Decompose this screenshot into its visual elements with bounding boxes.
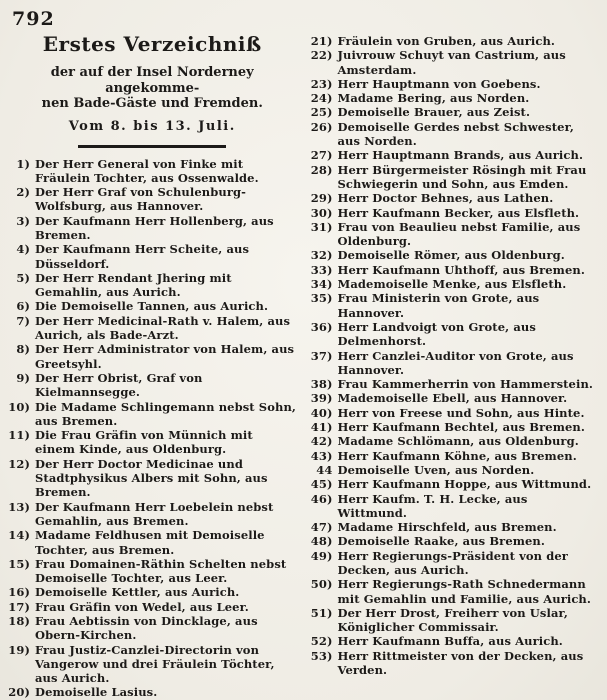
list-item — [311, 606, 600, 635]
list-item — [311, 291, 600, 320]
entry-text: Herr Canzlei-Auditor von Grote, aus Hannover. — [337, 348, 574, 377]
list-item — [8, 614, 297, 643]
entry-number: 21) — [310, 34, 333, 48]
entry-number: 4) — [16, 242, 30, 257]
list-item — [311, 391, 600, 405]
list-item — [311, 220, 600, 249]
entry-text: Herr Kaufmann Köhne, aus Bremen. — [337, 448, 577, 463]
entry-number: 29) — [310, 191, 333, 206]
entry-text: Herr Kaufmann Bechtel, aus Bremen. — [337, 420, 585, 435]
list-item — [8, 528, 297, 557]
entry-number: 14) — [8, 528, 30, 543]
list-item — [8, 242, 297, 271]
list-item — [8, 585, 297, 599]
entry-number: 22) — [310, 48, 333, 63]
list-item — [8, 185, 297, 214]
list-item — [311, 377, 600, 391]
list-item — [8, 400, 297, 429]
list-item — [311, 120, 600, 149]
right-column — [311, 6, 600, 696]
list-item — [311, 91, 600, 105]
list-item — [8, 428, 297, 457]
page-number: 792 — [12, 8, 55, 30]
list-item — [311, 449, 600, 463]
list-item — [311, 520, 600, 534]
list-item — [8, 314, 297, 343]
entry-number: 19) — [8, 642, 30, 657]
list-item — [8, 157, 297, 186]
entry-text: Madame Schlömann, aus Oldenburg. — [337, 434, 579, 449]
entry-text: Herr von Freese und Sohn, aus Hinte. — [337, 405, 585, 420]
entry-text: Herr Kaufmann Becker, aus Elsfleth. — [337, 205, 580, 220]
list-item — [311, 634, 600, 648]
entry-number: 2) — [16, 185, 30, 200]
list-item — [8, 342, 297, 371]
page-title: Erstes Verzeichniß — [42, 32, 262, 56]
entry-text: Mademoiselle Ebell, aus Hannover. — [337, 391, 568, 406]
entry-text: Herr Regierungs-Rath Schnedermann mit Gemahlin und Familie, aus Aurich. — [337, 577, 591, 606]
entry-text: Demoiselle Römer, aus Oldenburg. — [337, 248, 565, 263]
entry-text: Herr Hauptmann von Goebens. — [337, 76, 541, 91]
entry-text: Frau Aebtissin von Dincklage, aus Obern-Kirchen. — [35, 614, 258, 643]
list-item — [311, 248, 600, 262]
entry-number: 49) — [310, 548, 333, 563]
list-item — [311, 263, 600, 277]
entry-text: Herr Bürgermeister Rösingh mit Frau Schwiegerin und Sohn, aus Emden. — [337, 162, 587, 191]
entry-number: 35) — [310, 291, 333, 306]
entry-text: Herr Kaufm. T. H. Lecke, aus Wittmund. — [337, 491, 528, 520]
entry-text: Die Madame Schlingemann nebst Sohn, aus Bremen. — [35, 399, 297, 428]
entry-text: Der Herr Administrator von Halem, aus Greetsyhl. — [35, 342, 295, 371]
entry-text: Herr Regierungs-Präsident von der Decken, aus Aurich. — [337, 548, 568, 577]
entry-number: 34) — [310, 277, 333, 292]
entry-text: Herr Kaufmann Buffa, aus Aurich. — [337, 634, 563, 649]
entry-list-right — [311, 34, 600, 677]
entry-text: Madame Bering, aus Norden. — [337, 91, 530, 106]
entry-number: 24) — [310, 91, 333, 106]
list-item — [311, 206, 600, 220]
entry-text: Frau Ministerin von Grote, aus Hannover. — [337, 291, 540, 320]
entry-number: 7) — [16, 313, 30, 328]
entry-number: 12) — [8, 456, 30, 471]
entry-number: 45) — [310, 477, 333, 492]
list-item — [8, 214, 297, 243]
list-item — [311, 349, 600, 378]
list-item — [8, 685, 297, 699]
entry-number: 9) — [16, 370, 30, 385]
entry-text: Der Herr Graf von Schulenburg-Wolfsburg, aus Hannover. — [35, 185, 247, 214]
entry-text: Demoiselle Brauer, aus Zeist. — [337, 105, 531, 120]
entry-number: 37) — [310, 348, 333, 363]
list-item — [311, 77, 600, 91]
entry-text: Der Herr Drost, Freiherr von Uslar, Königlicher Commissair. — [337, 605, 568, 635]
entry-number: 27) — [310, 148, 333, 163]
entry-number: 26) — [310, 119, 333, 134]
entry-text: Herr Kaufmann Uhthoff, aus Bremen. — [337, 262, 585, 277]
entry-number: 42) — [310, 434, 333, 449]
horizontal-rule — [78, 145, 226, 148]
list-item — [311, 477, 600, 491]
entry-number: 30) — [310, 205, 333, 220]
entry-number: 39) — [310, 391, 333, 406]
entry-number: 23) — [310, 76, 333, 91]
list-item — [311, 534, 600, 548]
entry-number: 15) — [8, 556, 30, 571]
date-range: Vom 8. bis 13. Juli. — [68, 118, 236, 134]
entry-number: 11) — [8, 428, 30, 443]
entry-number: 44 — [316, 462, 333, 477]
entry-number: 43) — [310, 448, 333, 463]
entry-number: 50) — [310, 577, 333, 592]
entry-number: 48) — [310, 534, 333, 549]
entry-text: Der Herr Obrist, Graf von Kielmannsegge. — [35, 370, 203, 400]
entry-text: Juivrouw Schuyt van Castrium, aus Amsterdam. — [337, 48, 566, 77]
list-item — [311, 277, 600, 291]
list-item — [311, 549, 600, 578]
entry-number: 28) — [310, 162, 333, 177]
list-item — [8, 371, 297, 400]
list-item — [311, 34, 600, 48]
list-item — [8, 299, 297, 313]
subtitle-line1: der auf der Insel Norderney angekomme- — [50, 65, 254, 96]
left-column — [8, 6, 297, 700]
entry-text: Madame Hirschfeld, aus Bremen. — [337, 520, 557, 535]
entry-text: Die Demoiselle Tannen, aus Aurich. — [35, 299, 269, 314]
entry-number: 18) — [8, 614, 30, 628]
list-item — [311, 191, 600, 205]
document-header — [8, 32, 297, 148]
entry-text: Demoiselle Gerdes nebst Schwester, aus Norden. — [337, 119, 574, 149]
entry-number: 31) — [310, 219, 333, 234]
list-item — [8, 557, 297, 586]
entry-text: Frau Gräfin von Wedel, aus Leer. — [35, 599, 249, 614]
list-item — [311, 406, 600, 420]
entry-number: 53) — [310, 648, 333, 663]
entry-text: Herr Hauptmann Brands, aus Aurich. — [337, 148, 584, 163]
entry-number: 10) — [8, 399, 30, 414]
list-item — [8, 643, 297, 686]
list-item — [311, 420, 600, 434]
entry-number: 25) — [310, 105, 333, 120]
entry-number: 20) — [8, 685, 30, 700]
entry-number: 6) — [16, 299, 30, 314]
entry-text: Der Herr Rendant Jhering mit Gemahlin, aus Aurich. — [35, 270, 232, 300]
entry-number: 5) — [16, 270, 30, 285]
entry-number: 40) — [310, 405, 333, 420]
entry-text: Der Kaufmann Herr Hollenberg, aus Bremen. — [35, 213, 274, 242]
entry-text: Der Kaufmann Herr Scheite, aus Düsseldorf. — [35, 242, 250, 271]
entry-text: Frau Justiz-Canzlei-Directorin von Vangerow und drei Fräulein Töchter, aus Aurich. — [35, 642, 275, 686]
entry-number: 52) — [310, 634, 333, 649]
entry-text: Mademoiselle Menke, aus Elsfleth. — [337, 277, 567, 292]
subtitle-line2: nen Bade-Gäste und Fremden. — [41, 96, 263, 111]
subtitle — [8, 65, 297, 112]
entry-text: Der Herr Doctor Medicinae und Stadtphysikus Albers mit Sohn, aus Bremen. — [35, 456, 268, 500]
list-item — [311, 649, 600, 678]
entry-text: Demoiselle Kettler, aus Aurich. — [35, 585, 240, 600]
entry-list-left — [8, 157, 297, 700]
entry-text: Herr Landvoigt von Grote, aus Delmenhorst. — [337, 319, 536, 349]
list-item — [311, 148, 600, 162]
list-item — [311, 463, 600, 477]
entry-text: Herr Doctor Behnes, aus Lathen. — [337, 191, 554, 206]
list-item — [311, 434, 600, 448]
entry-number: 46) — [310, 491, 333, 506]
list-item — [8, 271, 297, 300]
list-item — [8, 500, 297, 529]
list-item — [311, 492, 600, 521]
entry-text: Frau Domainen-Räthin Schelten nebst Demoiselle Tochter, aus Leer. — [35, 556, 287, 586]
entry-text: Demoiselle Raake, aus Bremen. — [337, 534, 545, 549]
entry-text: Madame Feldhusen mit Demoiselle Tochter, aus Bremen. — [35, 528, 265, 557]
entry-number: 3) — [16, 213, 30, 228]
list-item — [311, 105, 600, 119]
entry-text: Der Kaufmann Herr Loebelein nebst Gemahlin, aus Bremen. — [35, 499, 274, 528]
entry-text: Der Herr General von Finke mit Fräulein Tochter, aus Ossenwalde. — [35, 156, 259, 185]
entry-text: Demoiselle Lasius. — [35, 685, 158, 700]
entry-number: 41) — [310, 420, 333, 435]
list-item — [311, 577, 600, 606]
entry-text: Fräulein von Gruben, aus Aurich. — [337, 34, 556, 48]
entry-text: Demoiselle Uven, aus Norden. — [337, 462, 535, 477]
entry-text: Frau Kammerherrin von Hammerstein. — [337, 377, 594, 392]
list-item — [8, 600, 297, 614]
entry-number: 13) — [8, 499, 30, 514]
list-item — [311, 320, 600, 349]
list-item — [311, 48, 600, 77]
entry-number: 36) — [310, 319, 333, 334]
entry-text: Die Frau Gräfin von Münnich mit einem Kinde, aus Oldenburg. — [35, 428, 253, 457]
entry-number: 33) — [310, 262, 333, 277]
entry-number: 47) — [310, 520, 333, 535]
entry-number: 17) — [8, 599, 30, 614]
entry-number: 51) — [310, 605, 333, 620]
list-item — [311, 163, 600, 192]
list-item — [8, 457, 297, 500]
entry-number: 16) — [8, 585, 30, 600]
entry-number: 38) — [310, 377, 333, 392]
entry-text: Der Herr Medicinal-Rath v. Halem, aus Aurich, als Bade-Arzt. — [35, 313, 291, 343]
entry-number: 8) — [16, 342, 30, 357]
entry-number: 1) — [16, 156, 30, 171]
entry-text: Frau von Beaulieu nebst Familie, aus Oldenburg. — [337, 219, 581, 249]
entry-text: Herr Kaufmann Hoppe, aus Wittmund. — [337, 477, 592, 492]
entry-number: 32) — [310, 248, 333, 263]
entry-text: Herr Rittmeister von der Decken, aus Verden. — [337, 648, 584, 678]
